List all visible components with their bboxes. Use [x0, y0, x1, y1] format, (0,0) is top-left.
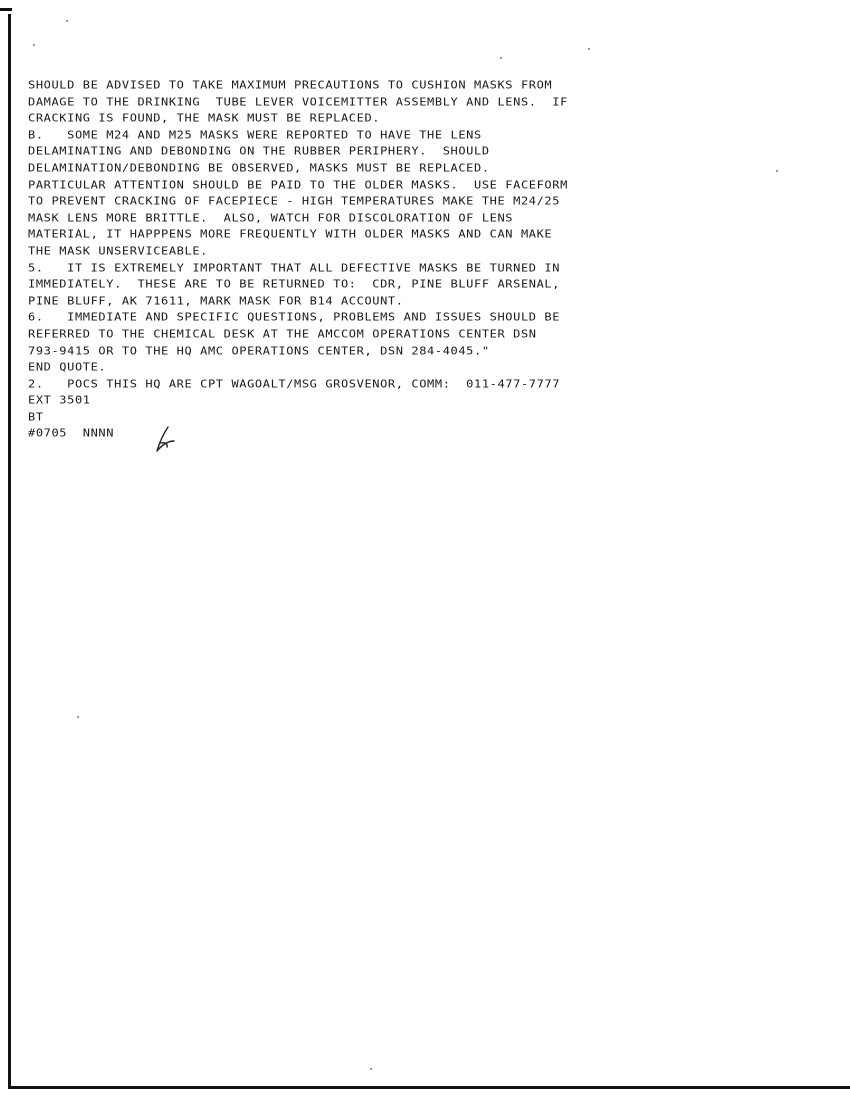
- scan-speck: [77, 716, 79, 718]
- message-line: REFERRED TO THE CHEMICAL DESK AT THE AMCCOM OPERATIONS CENTER DSN: [28, 327, 537, 341]
- message-line: PINE BLUFF, AK 71611, MARK MASK FOR B14 ACCOUNT.: [28, 294, 404, 307]
- message-line: END QUOTE.: [28, 360, 107, 374]
- message-line: BT: [28, 410, 44, 424]
- message-line: EXT 3501: [28, 394, 91, 407]
- handwritten-mark-icon: [152, 425, 180, 453]
- message-line: 2. POCS THIS HQ ARE CPT WAGOALT/MSG GROSVENOR, COMM: 011-477-7777: [28, 377, 561, 390]
- scan-speck: [588, 48, 590, 50]
- scan-speck: [33, 44, 35, 46]
- message-line: 5. IT IS EXTREMELY IMPORTANT THAT ALL DEFECTIVE MASKS BE TURNED IN: [28, 261, 561, 274]
- message-line: MASK LENS MORE BRITTLE. ALSO, WATCH FOR DISCOLORATION OF LENS: [28, 211, 514, 224]
- message-line: 793-9415 OR TO THE HQ AMC OPERATIONS CENTER, DSN 284-4045.": [28, 344, 490, 357]
- message-line: TO PREVENT CRACKING OF FACEPIECE - HIGH TEMPERATURES MAKE THE M24/25: [28, 195, 561, 208]
- teletype-message-body: [28, 78, 838, 443]
- scan-speck: [500, 57, 502, 59]
- scan-speck: [370, 1068, 372, 1070]
- message-line: PARTICULAR ATTENTION SHOULD BE PAID TO THE OLDER MASKS. USE FACEFORM: [28, 178, 568, 191]
- message-line: DELAMINATING AND DEBONDING ON THE RUBBER PERIPHERY. SHOULD: [28, 145, 490, 158]
- message-line: IMMEDIATELY. THESE ARE TO BE RETURNED TO: CDR, PINE BLUFF ARSENAL,: [28, 278, 561, 291]
- message-line: THE MASK UNSERVICEABLE.: [28, 244, 208, 258]
- message-line: 6. IMMEDIATE AND SPECIFIC QUESTIONS, PROBLEMS AND ISSUES SHOULD BE: [28, 311, 561, 324]
- message-footer-line: [28, 426, 838, 441]
- message-line: B. SOME M24 AND M25 MASKS WERE REPORTED TO HAVE THE LENS: [28, 128, 482, 141]
- scan-speck: [66, 20, 68, 22]
- message-line: DAMAGE TO THE DRINKING TUBE LEVER VOICEMITTER ASSEMBLY AND LENS. IF: [28, 95, 568, 108]
- message-line: SHOULD BE ADVISED TO TAKE MAXIMUM PRECAUTIONS TO CUSHION MASKS FROM: [28, 78, 553, 92]
- scan-corner-mark: [0, 8, 12, 11]
- message-line: CRACKING IS FOUND, THE MASK MUST BE REPLACED.: [28, 112, 381, 125]
- message-line: MATERIAL, IT HAPPPENS MORE FREQUENTLY WITH OLDER MASKS AND CAN MAKE: [28, 228, 553, 241]
- message-footer-code: #0705 NNNN: [28, 427, 115, 440]
- message-line: DELAMINATION/DEBONDING BE OBSERVED, MASKS MUST BE REPLACED.: [28, 161, 490, 175]
